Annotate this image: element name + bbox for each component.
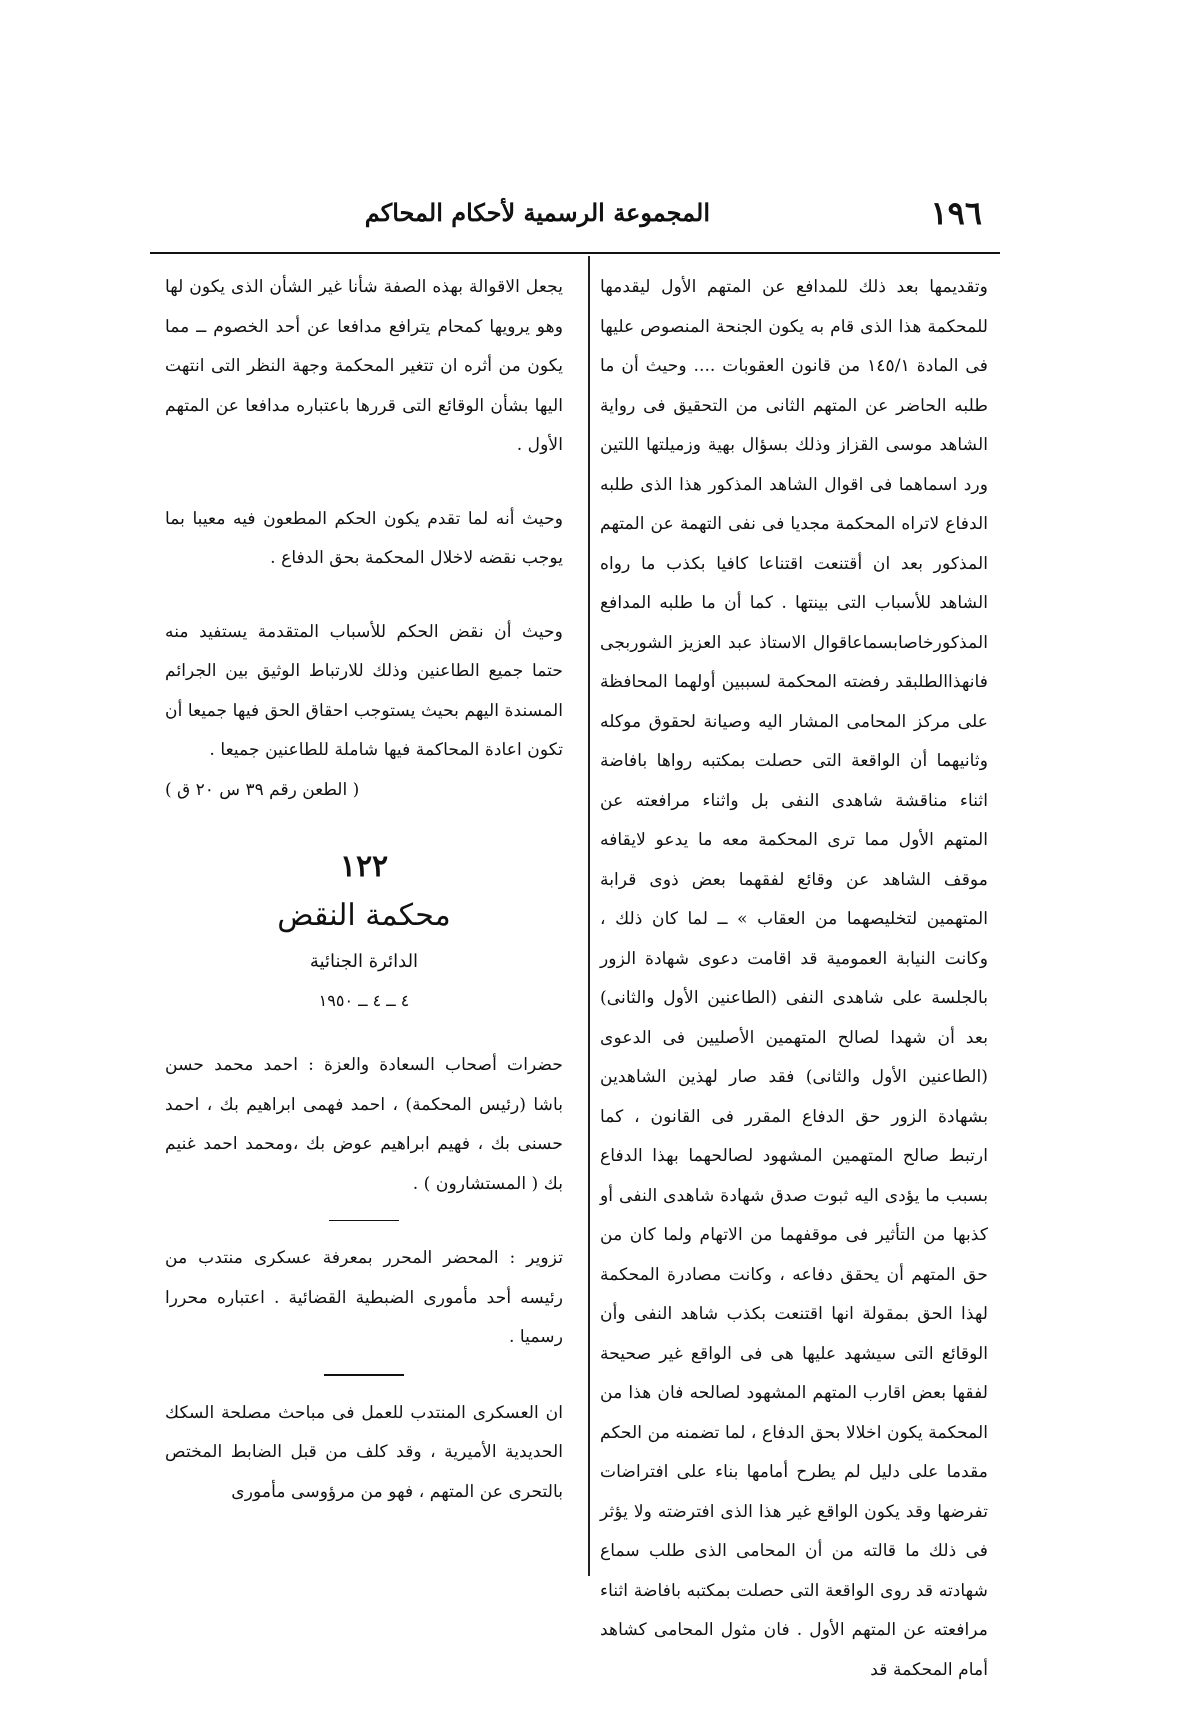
body-paragraph: وتقديمها بعد ذلك للمدافع عن المتهم الأول ليقدمها للمحكمة هذا الذى قام به يكون الجنحة المنصوص عليها فى المادة ١٤٥/١ من قانون العقوبات .... وحيث أن ما طلبه الحاضر عن المتهم الثانى من التحقيق فى رواية الشاهد موسى القزاز وذلك بسؤال بهية وزميلتها اللتين ورد اسماهما فى اقوال الشاهد المذكور هذا الذى طلبه الدفاع لاتراه المحكمة مجديا فى نفى التهمة عن المتهم المذكور بعد ان أقتنعت اقتناعا كافيا بكذب ما رواه الشاهد للأسباب التى بينتها . كما أن ما طلبه المدافع المذكورخاصابسماعاقوال الاستاذ عبد العزيز الشوربجى فانهذاالطلبقد رفضته المحكمة لسببين أولهما المحافظة على مركز المحامى المشار اليه وصيانة لحقوق موكله وثانيهما أن الواقعة التى حصلت بمكتبه رواها بافاضة اثناء مناقشة شاهدى النفى بل واثناء مرافعته عن المتهم الأول مما ترى المحكمة معه ما يدعو لايقافه موقف الشاهد عن وقائع لفقهما بعض ذوى قرابة المتهمين لتخليصهما من العقاب » ــ لما كان ذلك ، وكانت النيابة العمومية قد اقامت دعوى شهادة الزور بالجلسة على شاهدى النفى (الطاعنين الأول والثانى) بعد أن شهدا لصالح المتهمين الأصليين فى الدعوى (الطاعنين الأول والثانى) فقد صار لهذين الشاهدين بشهادة الزور حق الدفاع المقرر فى القانون ، كما ارتبط صالح المتهمين المشهود لصالحهما بهذا الدفاع بسبب ما يؤدى اليه ثبوت صدق شهادة شاهدى النفى أو كذبها من التأثير فى موقفهما من الاتهام ولما كان من حق المتهم أن يحقق دفاعه ، وكانت مصادرة المحكمة لهذا الحق بمقولة انها اقتنعت بكذب شاهد النفى وأن الوقائع التى سيشهد عليها هى فى الواقع غير صحيحة لفقها بعض اقارب المتهم المشهود لصالحه فان هذا من المحكمة يكون اخلالا بحق الدفاع ، لما تضمنه من الحكم مقدما على دليل لم يطرح أمامها بناء على افتراضات تفرضها وقد يكون الواقع غير هذا الذى افترضته ولا يؤثر فى ذلك ما قالته من أن المحامى الذى طلب سماع شهادته قد روى الواقعة التى حصلت بمكتبه بافاضة اثناء مرافعته عن المتهم الأول . فان مثول المحامى كشاهد أمام المحكمة قد bbox=[600, 277, 988, 1680]
header-rule bbox=[150, 252, 1000, 254]
page-number: ١٩٦ bbox=[930, 194, 982, 232]
body-paragraph: وحيث أن نقض الحكم للأسباب المتقدمة يستفيد منه حتما جميع الطاعنين وذلك للارتباط الوثيق بين الجرائم المسندة اليهم بحيث يستوجب احقاق الحق فيها جميعا أن تكون اعادة المحاكمة فيها شاملة للطاعنين جميعا . bbox=[165, 621, 563, 760]
chamber-name: الدائرة الجنائية bbox=[309, 951, 419, 972]
paragraph-gap bbox=[165, 579, 563, 613]
right-column bbox=[600, 268, 988, 1690]
paragraph-gap bbox=[165, 1020, 563, 1046]
session-date: ٤ ــ ٤ ــ ١٩٥٠ bbox=[318, 991, 410, 1010]
page-header bbox=[150, 192, 1000, 250]
column-divider bbox=[588, 256, 590, 1576]
body-paragraph: يجعل الاقوالة بهذه الصفة شأنا غير الشأن الذى يكون لها وهو يرويها كمحام يترافع مدافعا عن أحد الخصوم ــ مما يكون من أثره ان تتغير المحكمة وجهة النظر التى انتهت اليها بشأن الوقائع التى قررها باعتباره مدافعا عن المتهم الأول . bbox=[165, 277, 563, 455]
case-number: ١٢٢ bbox=[339, 849, 389, 884]
body-paragraph: ان العسكرى المنتدب للعمل فى مباحث مصلحة السكك الحديدية الأميرية ، وقد كلف من قبل الضابط المختص بالتحرى عن المتهم ، فهو من مرؤوسى مأمورى bbox=[165, 1402, 563, 1502]
appeal-citation: ( الطعن رقم ٣٩ س ٢٠ ق ) bbox=[165, 779, 360, 800]
court-name: محكمة النقض bbox=[277, 898, 451, 933]
section-divider bbox=[324, 1374, 404, 1376]
left-column bbox=[165, 268, 563, 1512]
section-divider bbox=[329, 1220, 399, 1221]
running-title: المجموعة الرسمية لأحكام المحاكم bbox=[364, 198, 710, 227]
paragraph-gap bbox=[165, 466, 563, 500]
headnote: تزوير : المحضر المحرر بمعرفة عسكرى منتدب من رئيسه أحد مأمورى الضبطية القضائية . اعتباره محررا رسميا . bbox=[165, 1248, 563, 1347]
paragraph-gap bbox=[165, 810, 563, 844]
body-paragraph: وحيث أنه لما تقدم يكون الحكم المطعون فيه معيبا بما يوجب نقضه لاخلال المحكمة بحق الدفاع . bbox=[165, 508, 563, 568]
judges-paragraph: حضرات أصحاب السعادة والعزة : احمد محمد حسن باشا (رئيس المحكمة) ، احمد فهمى ابراهيم بك ، احمد حسنى بك ، فهيم ابراهيم عوض بك ،ومحمد احمد غنيم بك ( المستشارون ) . bbox=[165, 1055, 563, 1194]
